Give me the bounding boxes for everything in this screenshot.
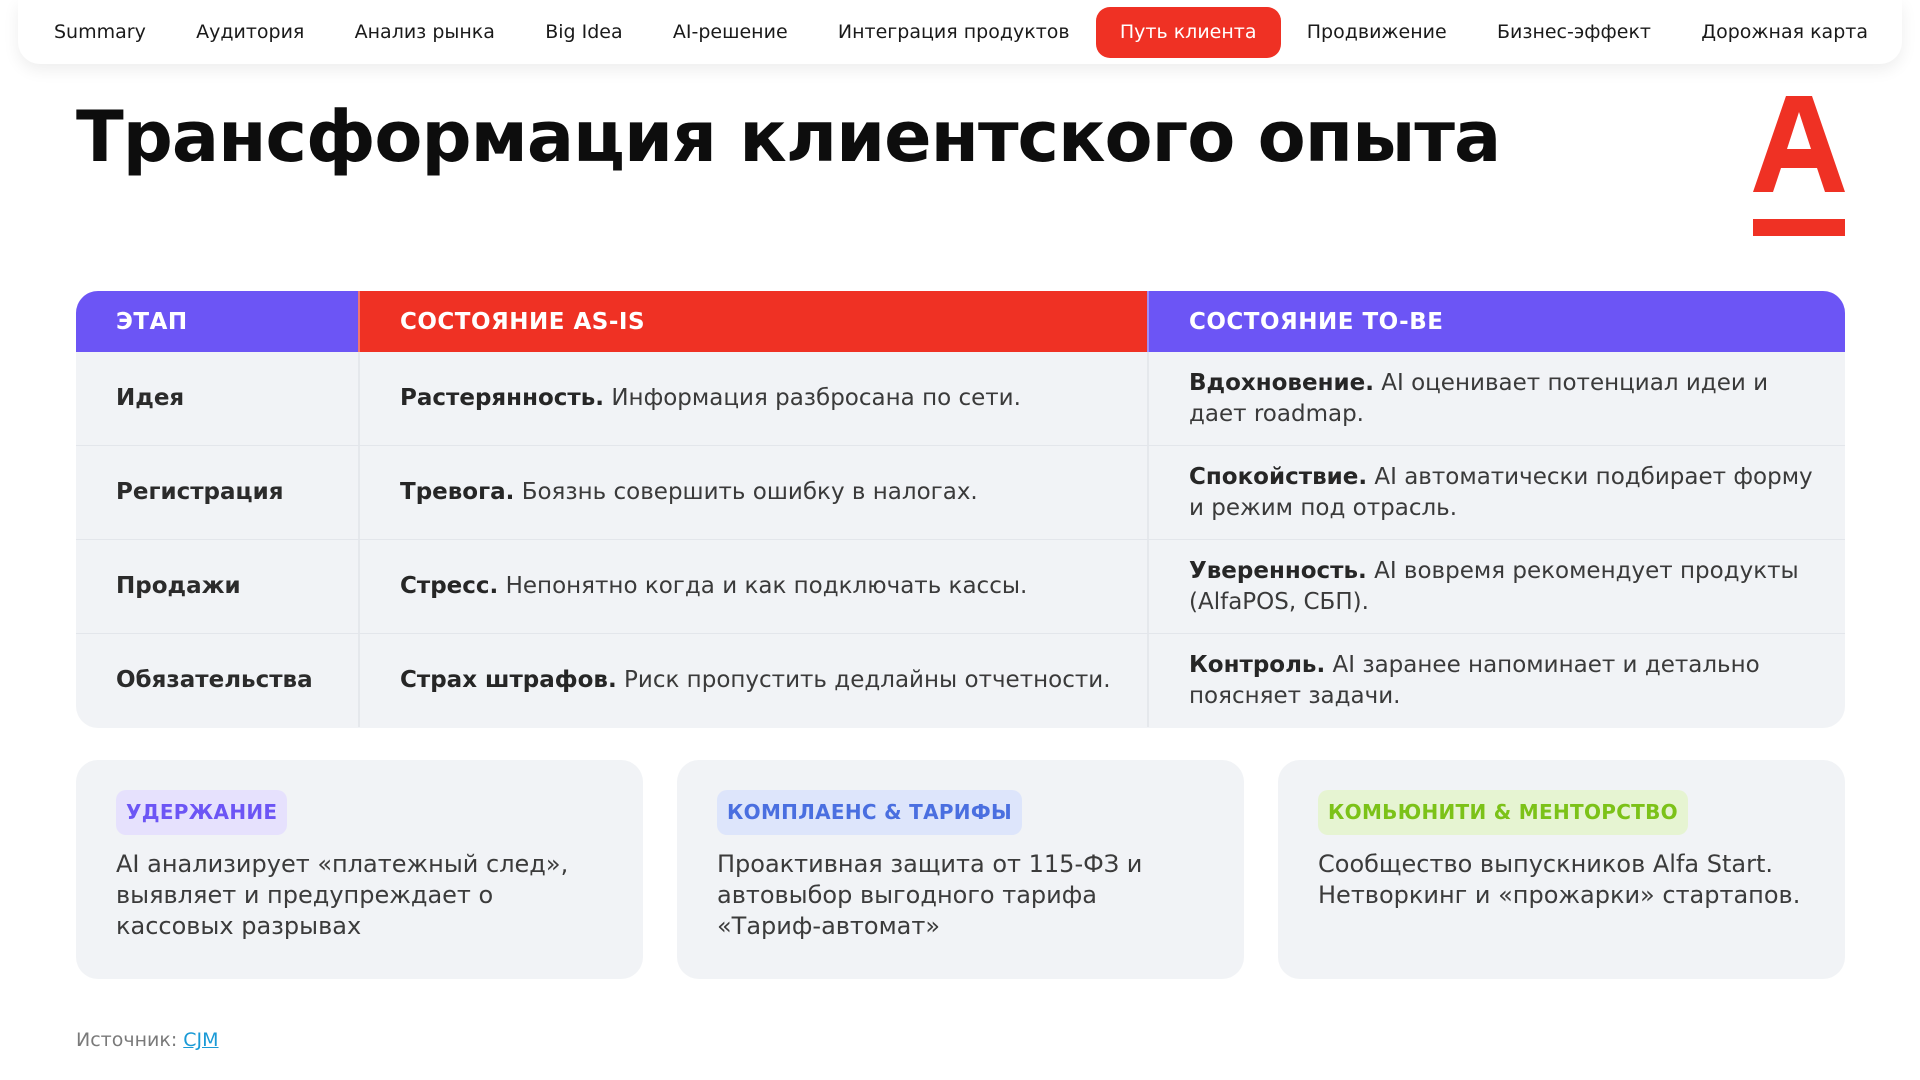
header-to-be: СОСТОЯНИЕ TO-BE — [1147, 291, 1845, 352]
to-be-emotion: Контроль. — [1189, 651, 1326, 678]
as-is-emotion: Стресс. — [400, 573, 499, 599]
nav-tab-business-effect[interactable]: Бизнес-эффект — [1496, 20, 1652, 43]
to-be-emotion: Спокойствие. — [1189, 463, 1368, 490]
as-is-description: Риск пропустить дедлайны отчетности. — [616, 667, 1111, 693]
table-row — [76, 633, 1845, 727]
as-is-emotion: Страх штрафов. — [400, 667, 617, 693]
as-is-cell — [358, 446, 1147, 539]
nav-tab-product-integration[interactable]: Интеграция продуктов — [837, 20, 1070, 43]
nav-tab-roadmap[interactable]: Дорожная карта — [1701, 20, 1868, 43]
nav-tab-summary[interactable]: Summary — [54, 20, 146, 43]
to-be-description: AI заранее напоминает и детально поясняет задачи. — [1189, 651, 1760, 709]
card-text: AI анализирует «платежный след», выявляет и предупреждает о кассовых разрывах — [116, 850, 569, 940]
card-badge-retention: УДЕРЖАНИЕ — [116, 790, 287, 835]
header-stage: ЭТАП — [76, 291, 358, 352]
stage-cell: Регистрация — [116, 479, 284, 505]
to-be-cell — [1147, 540, 1845, 633]
card-retention — [76, 760, 643, 979]
nav-tab-big-idea[interactable]: Big Idea — [545, 20, 623, 43]
nav-tab-promotion[interactable]: Продвижение — [1306, 20, 1447, 43]
card-badge-community: КОМЬЮНИТИ & МЕНТОРСТВО — [1318, 790, 1688, 835]
card-compliance — [677, 760, 1244, 979]
as-is-cell — [358, 352, 1147, 445]
journey-table — [76, 291, 1845, 728]
as-is-cell — [358, 540, 1147, 633]
to-be-cell — [1147, 634, 1845, 727]
to-be-description: AI оценивает потенциал идеи и дает roadmap. — [1189, 369, 1769, 427]
to-be-description: AI автоматически подбирает форму и режим под отрасль. — [1189, 463, 1813, 521]
source-label: Источник: — [76, 1029, 178, 1051]
to-be-description: AI вовремя рекомендует продукты (AlfaPOS, СБП). — [1189, 557, 1799, 615]
stage-cell: Продажи — [116, 573, 241, 599]
card-text: Сообщество выпускников Alfa Start. Нетворкинг и «прожарки» стартапов. — [1318, 850, 1801, 909]
table-row — [76, 445, 1845, 539]
top-nav — [18, 0, 1902, 64]
source-note — [76, 1029, 219, 1051]
card-community — [1278, 760, 1845, 979]
as-is-emotion: Растерянность. — [400, 385, 605, 411]
to-be-emotion: Вдохновение. — [1189, 369, 1374, 396]
card-text: Проактивная защита от 115-ФЗ и автовыбор выгодного тарифа «Тариф-автомат» — [717, 850, 1143, 940]
table-header — [76, 291, 1845, 352]
nav-tab-market-analysis[interactable]: Анализ рынка — [354, 20, 495, 43]
stage-cell: Идея — [116, 385, 185, 411]
as-is-cell — [358, 634, 1147, 727]
source-link[interactable]: CJM — [183, 1029, 219, 1051]
to-be-emotion: Уверенность. — [1189, 557, 1367, 584]
nav-tab-customer-journey[interactable]: Путь клиента — [1096, 7, 1281, 58]
stage-cell: Обязательства — [116, 667, 313, 693]
as-is-description: Информация разбросана по сети. — [604, 385, 1021, 411]
card-badge-compliance: КОМПЛАЕНС & ТАРИФЫ — [717, 790, 1022, 835]
nav-tab-audience[interactable]: Аудитория — [196, 20, 305, 43]
table-row — [76, 352, 1845, 445]
table-row — [76, 539, 1845, 633]
alfa-bank-logo-icon — [1753, 96, 1845, 236]
to-be-cell — [1147, 446, 1845, 539]
as-is-emotion: Тревога. — [400, 479, 515, 505]
as-is-description: Непонятно когда и как подключать кассы. — [498, 573, 1028, 599]
nav-tab-ai-solution[interactable]: AI-решение — [672, 20, 788, 43]
to-be-cell — [1147, 352, 1845, 445]
page-title: Трансформация клиентского опыта — [76, 96, 1501, 178]
as-is-description: Боязнь совершить ошибку в налогах. — [514, 479, 978, 505]
header-as-is: СОСТОЯНИЕ AS-IS — [358, 291, 1147, 352]
